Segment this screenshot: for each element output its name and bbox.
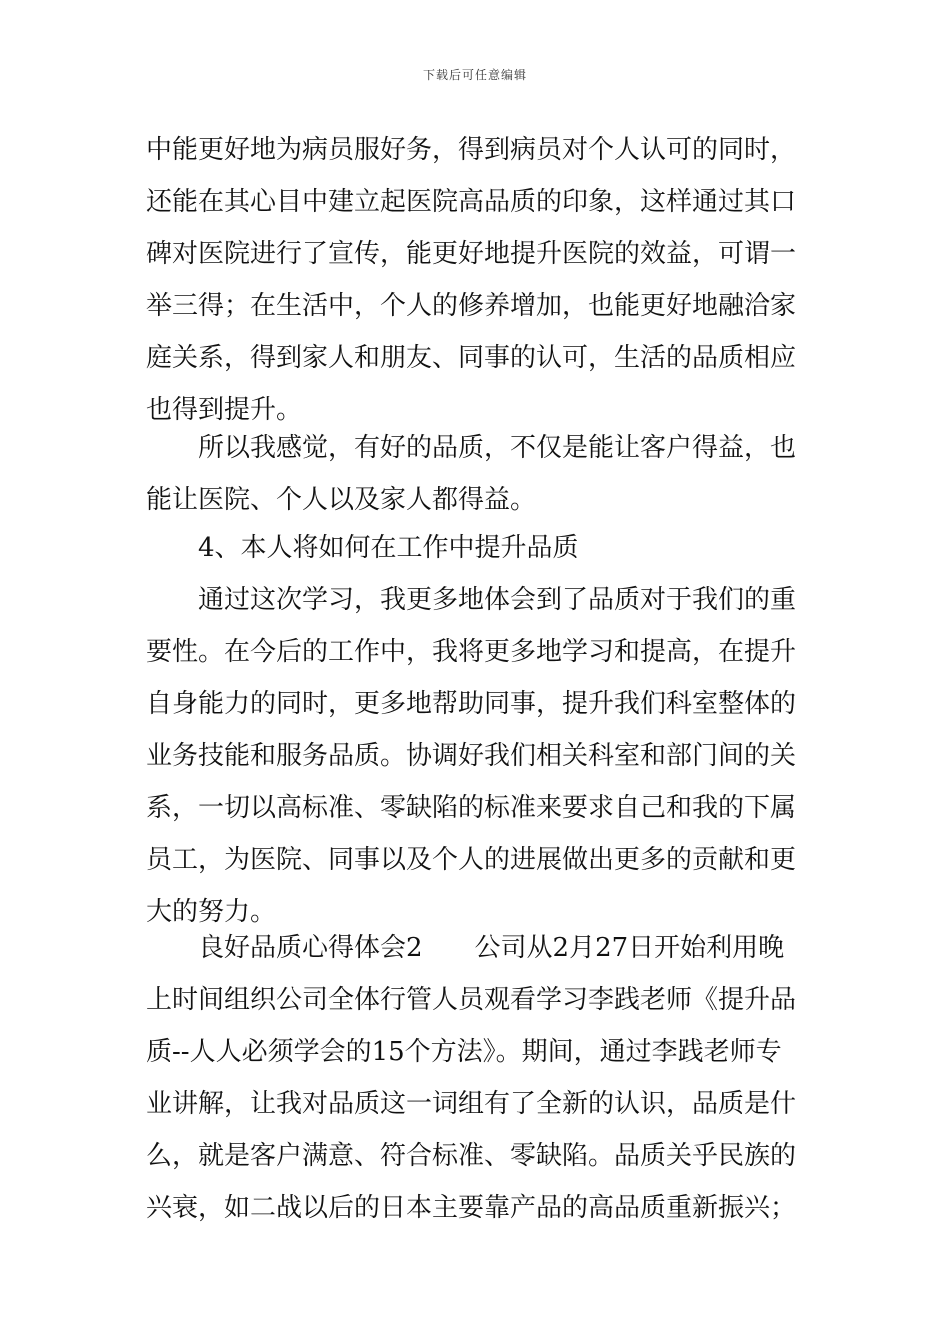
text-line: 庭关系，得到家人和朋友、同事的认可，生活的品质相应 — [146, 343, 797, 373]
paragraph-first-line: 通过这次学习，我更多地体会到了品质对于我们的重 — [198, 585, 797, 615]
text-line: 能让医院、个人以及家人都得益。 — [146, 485, 537, 515]
text-line: 要性。在今后的工作中，我将更多地学习和提高，在提升 — [146, 637, 797, 667]
text-line: 碑对医院进行了宣传，能更好地提升医院的效益，可谓一 — [146, 239, 797, 269]
text-line: 么，就是客户满意、符合标准、零缺陷。品质关乎民族的 — [146, 1141, 797, 1171]
text-line: 业讲解，让我对品质这一词组有了全新的认识，品质是什 — [146, 1089, 797, 1119]
text-line: 自身能力的同时，更多地帮助同事，提升我们科室整体的 — [146, 689, 797, 719]
text-line: 员工，为医院、同事以及个人的进展做出更多的贡献和更 — [146, 845, 797, 875]
text-line: 系，一切以高标准、零缺陷的标准来要求自己和我的下属 — [146, 793, 797, 823]
text-line: 质--人人必须学会的15个方法》。期间，通过李践老师专 — [146, 1037, 782, 1067]
text-line: 兴衰，如二战以后的日本主要靠产品的高品质重新振兴； — [146, 1193, 797, 1223]
text-line: 上时间组织公司全体行管人员观看学习李践老师《提升品 — [146, 985, 797, 1015]
header-note: 下载后可任意编辑 — [422, 68, 527, 82]
text-line: 大的努力。 — [146, 897, 277, 927]
text-line: 中能更好地为病员服好务，得到病员对个人认可的同时， — [146, 135, 797, 165]
text-line: 也得到提升。 — [146, 395, 303, 425]
paragraph-first-line: 所以我感觉，有好的品质，不仅是能让客户得益，也 — [198, 433, 797, 463]
text-line: 举三得；在生活中，个人的修养增加，也能更好地融洽家 — [146, 291, 797, 321]
paragraph-first-line: 良好品质心得体会2 公司从2月27日开始利用晚 — [198, 933, 785, 963]
section-heading: 4、本人将如何在工作中提升品质 — [198, 533, 579, 563]
text-line: 业务技能和服务品质。协调好我们相关科室和部门间的关 — [146, 741, 797, 771]
text-line: 还能在其心目中建立起医院高品质的印象，这样通过其口 — [146, 187, 797, 217]
